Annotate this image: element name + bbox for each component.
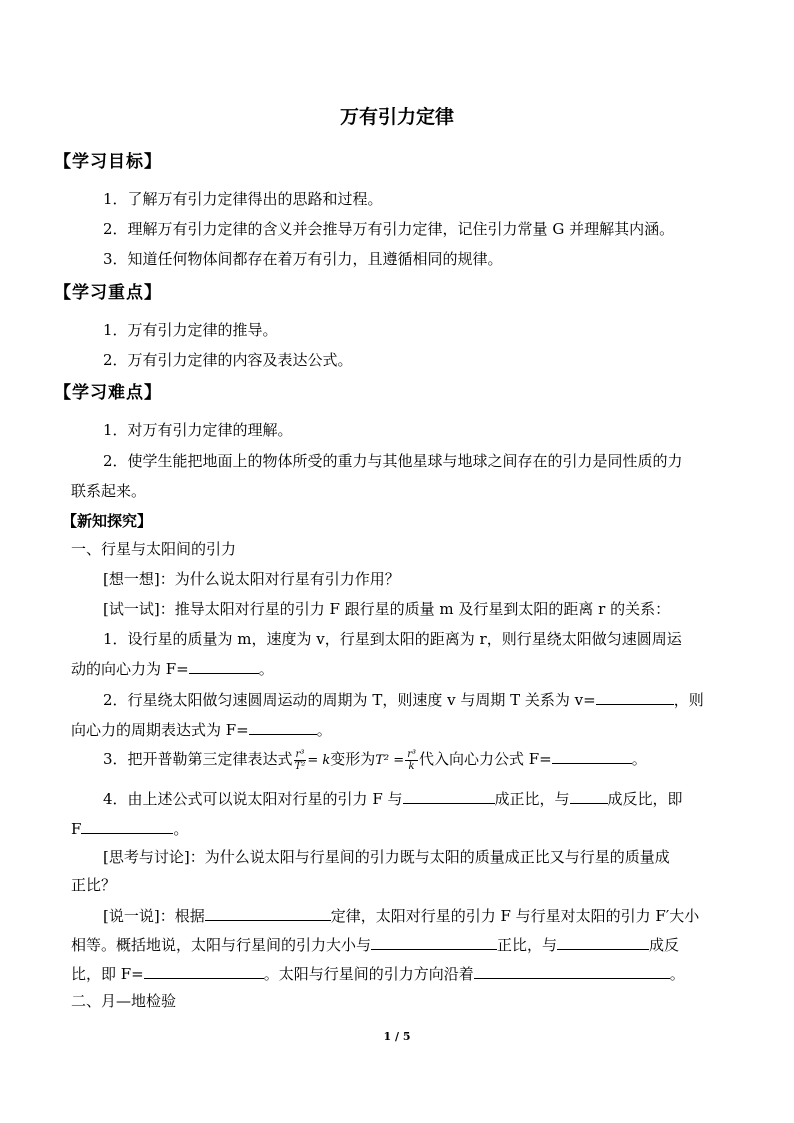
fraction-denominator: T²	[294, 760, 306, 772]
answer-blank[interactable]	[557, 934, 649, 950]
objective-item-3: 3．知道任何物体间都存在着万有引力，且遵循相同的规律。	[103, 250, 503, 268]
question-1-line-1: 1．设行星的质量为 m，速度为 v，行星到太阳的距离为 r，则行星绕太阳做匀速圆周运	[103, 630, 682, 648]
difficulties-heading: 【学习难点】	[54, 383, 162, 403]
say-line-3	[71, 963, 685, 984]
say-text: [说一说]：根据	[103, 907, 205, 925]
answer-blank[interactable]	[570, 788, 608, 804]
question-1-line-2	[71, 658, 274, 679]
answer-blank[interactable]	[403, 788, 495, 804]
question-3-end: 。	[631, 750, 647, 768]
difficulty-item-1: 1．对万有引力定律的理解。	[103, 421, 293, 439]
question-4-mid: 成正比，与	[494, 790, 570, 808]
try-prompt: [试一试]：推导太阳对行星的引力 F 跟行星的质量 m 及行星到太阳的距离 r 的关系：	[103, 600, 671, 618]
question-4-f: F	[71, 820, 82, 838]
answer-blank[interactable]	[249, 719, 317, 735]
say-line-2	[71, 934, 679, 955]
question-2-line-2	[71, 719, 332, 740]
say-text-6: 比，即 F=	[71, 965, 144, 983]
question-1-text: 动的向心力为 F=	[71, 660, 189, 678]
t-squared: T² =	[375, 753, 405, 768]
part2-title: 二、月—地检验	[71, 992, 177, 1010]
key-point-item-1: 1．万有引力定律的推导。	[103, 321, 278, 339]
fraction-denominator: k	[408, 760, 415, 772]
question-3-line	[103, 746, 647, 774]
question-2-text-2: 向心力的周期表达式为 F=	[71, 721, 249, 739]
say-text-3: 相等。概括地说，太阳与行星间的引力大小与	[71, 936, 372, 954]
question-1-end: 。	[258, 660, 274, 678]
answer-blank[interactable]	[596, 689, 674, 705]
discuss-line-2: 正比？	[71, 876, 117, 894]
difficulty-item-2: 2．使学生能把地面上的物体所受的重力与其他星球与地球之间存在的引力是同性质的力	[103, 452, 683, 470]
discuss-line-1: [思考与讨论]：为什么说太阳与行星间的引力既与太阳的质量成正比又与行星的质量成	[103, 848, 670, 866]
kepler-fraction	[294, 749, 307, 772]
say-text-4: 正比，与	[497, 936, 558, 954]
think-prompt: [想一想]：为什么说太阳对行星有引力作用？	[103, 570, 400, 588]
part1-title: 一、行星与太阳间的引力	[71, 540, 237, 558]
objective-item-1: 1．了解万有引力定律得出的思路和过程。	[103, 190, 383, 208]
page-title: 万有引力定律	[339, 106, 454, 128]
answer-blank[interactable]	[81, 818, 173, 834]
question-2-text: 2．行星绕太阳做匀速圆周运动的周期为 T，则速度 v 与周期 T 关系为 v=	[103, 691, 596, 709]
question-4-text: 4．由上述公式可以说太阳对行星的引力 F 与	[103, 790, 403, 808]
page-number: 1 / 5	[383, 1030, 411, 1043]
answer-blank[interactable]	[371, 934, 497, 950]
question-3-transform: 变形为	[330, 750, 376, 768]
question-2-end: 。	[316, 721, 332, 739]
fraction-numerator: r³	[407, 748, 416, 760]
difficulty-item-2-cont: 联系起来。	[71, 482, 147, 500]
explore-heading: 【新知探究】	[62, 512, 153, 530]
key-points-heading: 【学习重点】	[54, 283, 162, 303]
question-3-text: 3．把开普勒第三定律表达式	[103, 750, 293, 768]
answer-blank[interactable]	[189, 658, 259, 674]
say-text-8: 。	[669, 965, 685, 983]
question-3-substitute: 代入向心力公式 F=	[418, 750, 552, 768]
objective-item-2: 2．理解万有引力定律的含义并会推导万有引力定律，记住引力常量 G 并理解其内涵。	[103, 220, 675, 238]
answer-blank[interactable]	[552, 748, 632, 764]
question-2-line-1	[103, 689, 704, 710]
objectives-heading: 【学习目标】	[54, 152, 162, 172]
say-line-1	[103, 905, 699, 926]
equals-k: = k	[307, 753, 331, 768]
answer-blank[interactable]	[144, 963, 264, 979]
key-point-item-2: 2．万有引力定律的内容及表达公式。	[103, 351, 353, 369]
answer-blank[interactable]	[205, 905, 331, 921]
question-2-mid: ，则	[673, 691, 704, 709]
say-text-5: 成反	[649, 936, 680, 954]
answer-blank[interactable]	[474, 963, 670, 979]
fraction-numerator: r³	[295, 748, 305, 760]
question-4-end: 。	[173, 820, 189, 838]
say-text-2: 定律，太阳对行星的引力 F 与行星对太阳的引力 F′大小	[330, 907, 700, 925]
question-4-line-2	[71, 818, 188, 839]
question-4-mid-2: 成反比，即	[607, 790, 683, 808]
question-4-line-1	[103, 788, 683, 809]
say-text-7: 。太阳与行星间的引力方向沿着	[263, 965, 474, 983]
kepler-fraction-2	[405, 749, 418, 772]
